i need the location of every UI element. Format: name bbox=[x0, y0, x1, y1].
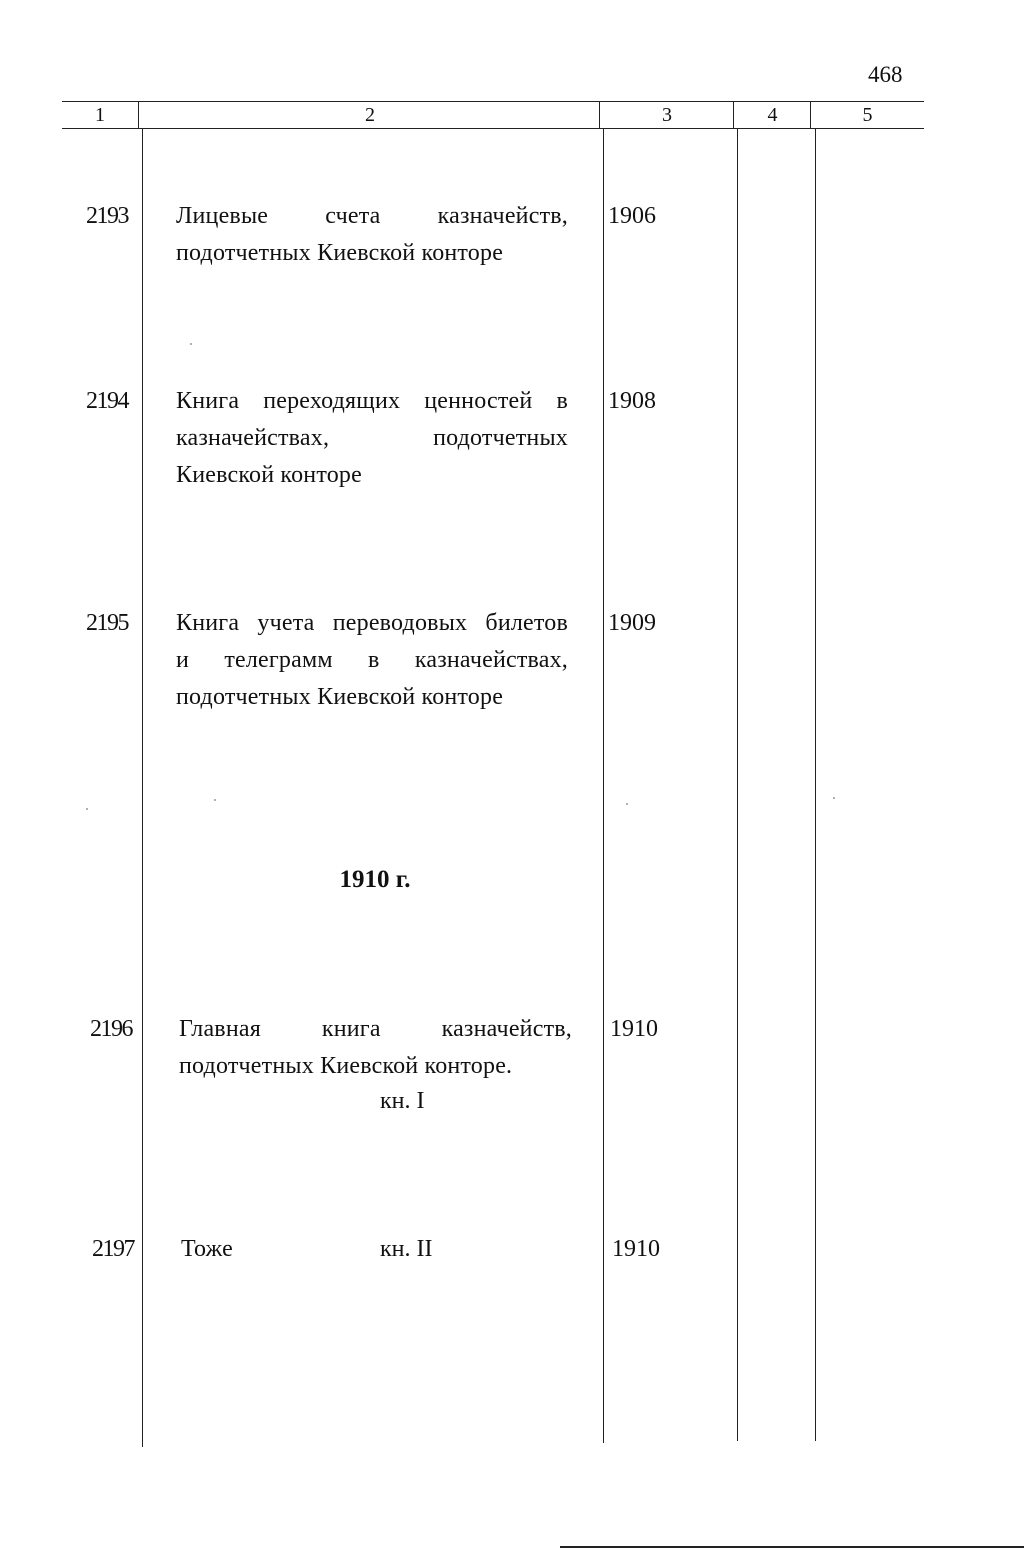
column-header-3: 3 bbox=[662, 104, 672, 126]
item-year: 1908 bbox=[608, 388, 656, 414]
item-number: 2193 bbox=[86, 203, 128, 229]
column-divider-2-body bbox=[603, 129, 604, 1443]
column-divider-3-body bbox=[737, 129, 738, 1441]
item-number: 2194 bbox=[86, 388, 128, 414]
year-section-heading: 1910 г. bbox=[339, 866, 411, 893]
scan-speck bbox=[86, 808, 88, 810]
item-year: 1906 bbox=[608, 203, 656, 229]
column-header-1: 1 bbox=[95, 104, 105, 126]
item-title-line: подотчетных Киевской конторе bbox=[176, 684, 504, 710]
item-title-line: Тоже bbox=[181, 1236, 233, 1262]
column-header-4: 4 bbox=[767, 104, 778, 126]
item-title bbox=[176, 198, 568, 272]
item-title-line: Лицевые счета казначейств, bbox=[176, 203, 568, 229]
table-header-rule bbox=[62, 128, 924, 129]
scan-speck bbox=[833, 797, 835, 799]
item-title-line: подотчетных Киевской конторе. bbox=[179, 1053, 513, 1079]
page-number: 468 bbox=[868, 62, 903, 87]
item-number: 2196 bbox=[90, 1016, 132, 1042]
item-title-line: Книга учета переводовых билетов bbox=[176, 610, 568, 636]
column-header-2: 2 bbox=[365, 104, 375, 126]
item-number: 2195 bbox=[86, 610, 128, 636]
column-header-5: 5 bbox=[862, 104, 873, 126]
scan-speck bbox=[214, 799, 216, 801]
item-volume: кн. II bbox=[380, 1236, 433, 1262]
item-title-line: Главная книга казначейств, bbox=[179, 1016, 572, 1042]
item-volume: кн. I bbox=[380, 1088, 425, 1114]
item-title-line: казначействах, подотчетных bbox=[176, 425, 568, 451]
item-title bbox=[176, 383, 568, 494]
column-divider-1-body bbox=[142, 129, 143, 1447]
item-title-line: Киевской конторе bbox=[176, 462, 362, 488]
column-divider-4-body bbox=[815, 129, 816, 1441]
item-number: 2197 bbox=[92, 1236, 134, 1262]
item-year: 1910 bbox=[610, 1016, 658, 1042]
item-title-line: и телеграмм в казначействах, bbox=[176, 647, 568, 673]
column-divider-1 bbox=[138, 101, 139, 129]
item-title bbox=[179, 1011, 572, 1085]
item-year: 1909 bbox=[608, 610, 656, 636]
item-year: 1910 bbox=[612, 1236, 660, 1262]
item-title bbox=[181, 1231, 331, 1268]
item-title-line: подотчетных Киевской конторе bbox=[176, 240, 504, 266]
page-bottom-rule bbox=[560, 1546, 1024, 1548]
scan-speck bbox=[190, 343, 192, 345]
item-title-line: Книга переходящих ценностей в bbox=[176, 388, 568, 414]
item-title bbox=[176, 605, 568, 716]
scan-speck bbox=[626, 803, 628, 805]
table-top-rule bbox=[62, 101, 924, 102]
